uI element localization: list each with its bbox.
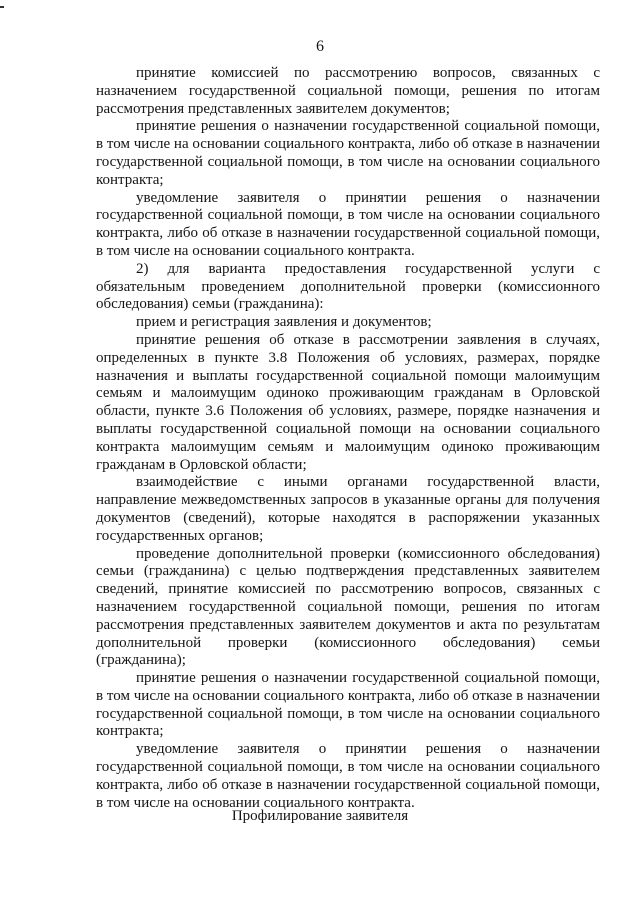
paragraph-refusal-decision: принятие решения об отказе в рассмотрении заявления в случаях, определенных в пункте 3.8 Положения об условиях, размерах, порядке назначения и выплаты государственной социальной помощи малоимущим семьям и малоимущим одиноко проживающим гражданам в Орловской области, пункте 3.6 Положения об условиях, размере, порядке назначения и выплаты государственной социальной помощи на основании социального контракта малоимущим семьям и малоимущим одиноко проживающим гражданам в Орловской области;	[96, 331, 600, 473]
paragraph-reception-registration: прием и регистрация заявления и документов;	[136, 314, 432, 331]
paragraph-applicant-notification: уведомление заявителя о принятии решения о назначении государственной социальной помощи, в том числе на основании социального контракта, либо об отказе в назначении государственной социальной помощи, в том числе на основании социального контракта.	[96, 189, 600, 259]
paragraph-additional-inspection: проведение дополнительной проверки (комиссионного обследования) семьи (гражданина) с целью подтверждения представленных заявителем сведений, принятие комиссией по рассмотрению вопросов, связанных с назначением государственной социальной помощи, решения по итогам рассмотрения представленных заявителем документов и акта по результатам дополнительной проверки (комиссионного обследования) семьи (гражданина);	[96, 545, 600, 669]
paragraph-assignment-decision: принятие решения о назначении государственной социальной помощи, в том числе на основании социального контракта, либо об отказе в назначении государственной социальной помощи, в том числе на основании социального контракта;	[96, 118, 600, 188]
paragraph-commission-decision: принятие комиссией по рассмотрению вопросов, связанных с назначением государственной социальной помощи, решения по итогам рассмотрения представленных заявителем документов;	[96, 65, 600, 117]
section-title: Профилирование заявителя	[231, 808, 409, 824]
paragraph-applicant-notification-2: уведомление заявителя о принятии решения о назначении государственной социальной помощи, в том числе на основании социального контракта, либо об отказе в назначении государственной социальной помощи, в том числе на основании социального контракта.	[96, 741, 600, 811]
paragraph-variant-two-heading: 2) для варианта предоставления государственной услуги с обязательным проведением дополнительной проверки (комиссионного обследования) семьи (гражданина):	[96, 260, 600, 313]
paragraph-interagency-requests: взаимодействие с иными органами государственной власти, направление межведомственных запросов в указанные органы для получения документов (сведений), которые находятся в распоряжении указанных государственных органов;	[96, 474, 600, 544]
document-body	[96, 65, 600, 812]
scan-edge-mark	[0, 6, 4, 8]
paragraph-assignment-decision-2: принятие решения о назначении государственной социальной помощи, в том числе на основании социального контракта, либо об отказе в назначении государственной социальной помощи, в том числе на основании социального контракта;	[96, 670, 600, 740]
page-number: 6	[316, 38, 324, 55]
